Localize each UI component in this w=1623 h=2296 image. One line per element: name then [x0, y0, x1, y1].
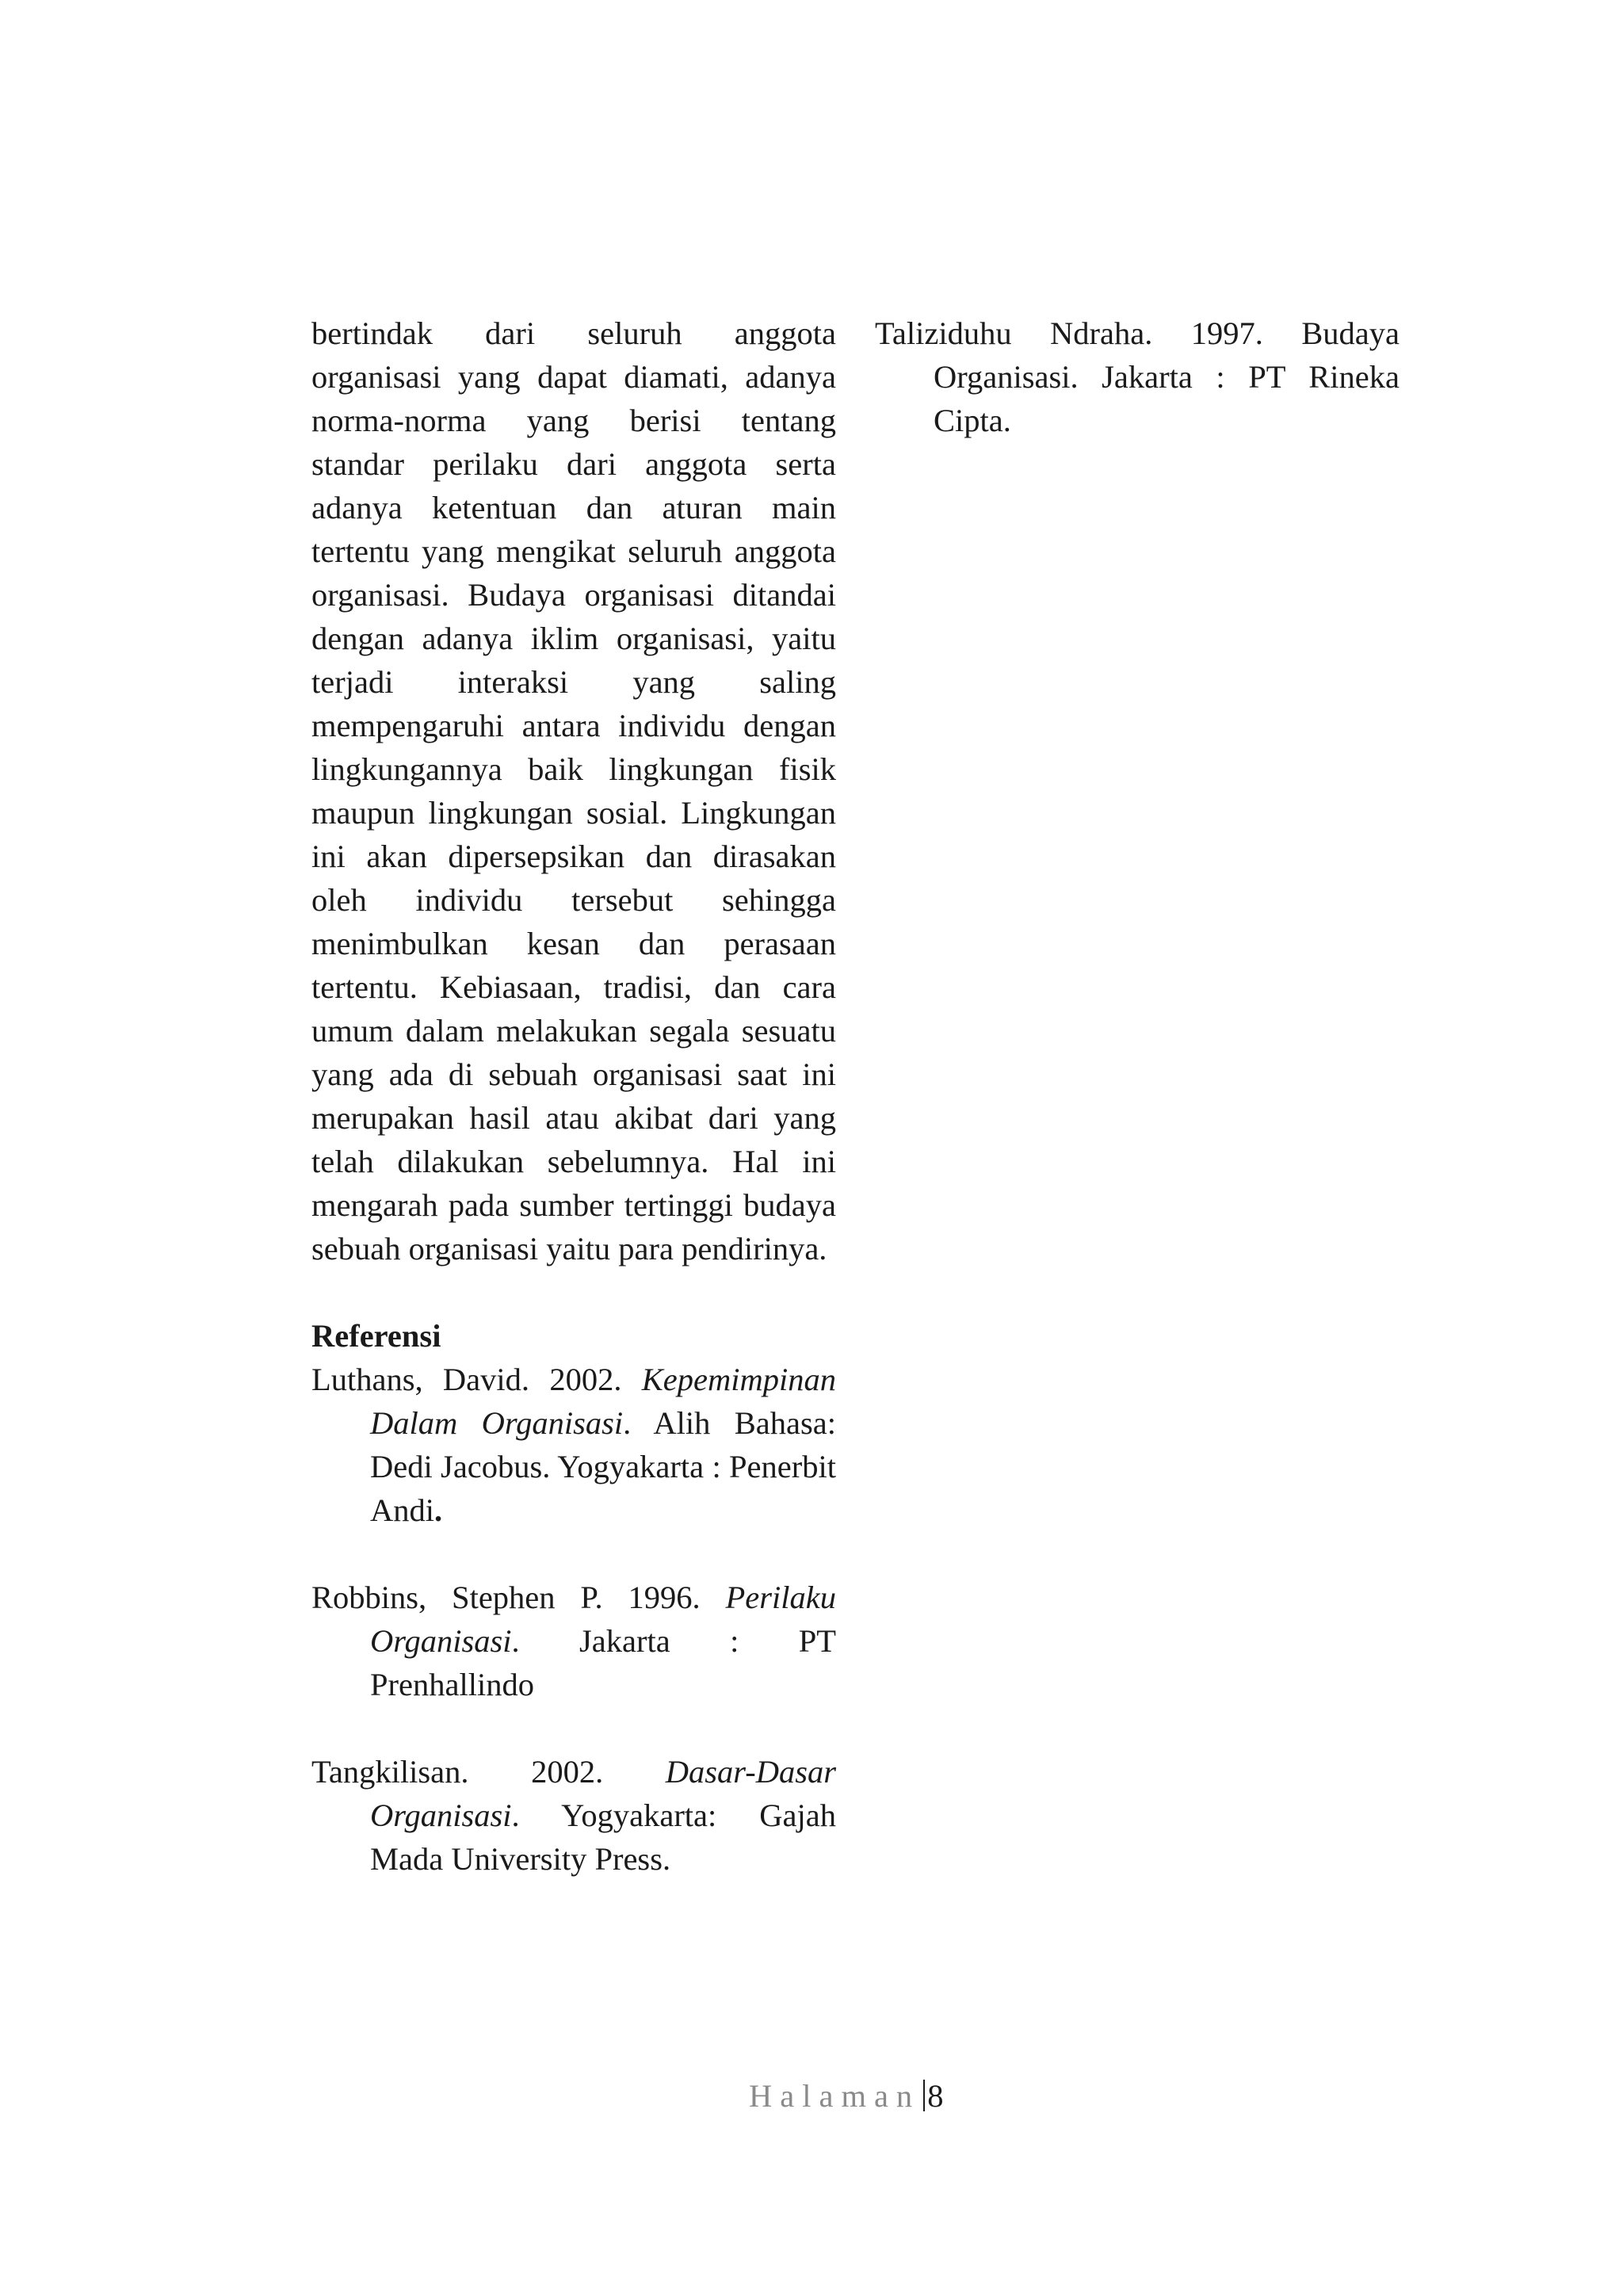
reference-publisher: . Jakarta : PT Prenhallindo: [370, 1623, 836, 1702]
footer-separator: [923, 2080, 925, 2111]
reference-publisher: . Alih Bahasa: Dedi Jacobus. Yogyakarta : Penerbit Andi: [370, 1405, 836, 1528]
reference-title: Dasar-Dasar Organisasi: [370, 1754, 836, 1833]
reference-entry: [311, 1358, 836, 1532]
reference-text: Taliziduhu Ndraha. 1997. Budaya Organisasi. Jakarta : PT Rineka Cipta.: [875, 315, 1400, 438]
reference-title: Kepemimpinan Dalam Organisasi: [370, 1362, 836, 1441]
page-number: 8: [927, 2078, 944, 2114]
body-paragraph: bertindak dari seluruh anggota organisasi yang dapat diamati, adanya norma-norma yang berisi tentang standar perilaku dari anggota serta adanya ketentuan dan aturan main tertentu yang mengikat seluruh anggota organisasi. Budaya organisasi ditandai dengan adanya iklim organisasi, yaitu terjadi interaksi yang saling mempengaruhi antara individu dengan lingkungannya baik lingkungan fisik maupun lingkungan sosial. Lingkungan ini akan dipersepsikan dan dirasakan oleh individu tersebut sehingga menimbulkan kesan dan perasaan tertentu. Kebiasaan, tradisi, dan cara umum dalam melakukan segala sesuatu yang ada di sebuah organisasi saat ini merupakan hasil atau akibat dari yang telah dilakukan sebelumnya. Hal ini mengarah pada sumber tertinggi budaya sebuah organisasi yaitu para pendirinya.: [311, 315, 836, 1266]
left-column: [311, 311, 836, 1881]
references-heading: Referensi: [311, 1318, 441, 1354]
reference-publisher: . Yogyakarta: Gajah Mada University Press.: [370, 1797, 836, 1877]
reference-entry: [875, 311, 1400, 442]
page-footer: [749, 2074, 943, 2118]
reference-entry: [311, 1576, 836, 1706]
reference-entry: [311, 1750, 836, 1881]
reference-author-year: Robbins, Stephen P. 1996.: [311, 1580, 726, 1615]
reference-title: Perilaku Organisasi: [370, 1580, 836, 1659]
reference-author-year: Luthans, David. 2002.: [311, 1362, 642, 1397]
right-column: [875, 311, 1400, 442]
footer-label: Halaman: [749, 2078, 921, 2114]
reference-author-year: Tangkilisan. 2002.: [311, 1754, 666, 1790]
reference-end-mark: .: [434, 1492, 443, 1528]
